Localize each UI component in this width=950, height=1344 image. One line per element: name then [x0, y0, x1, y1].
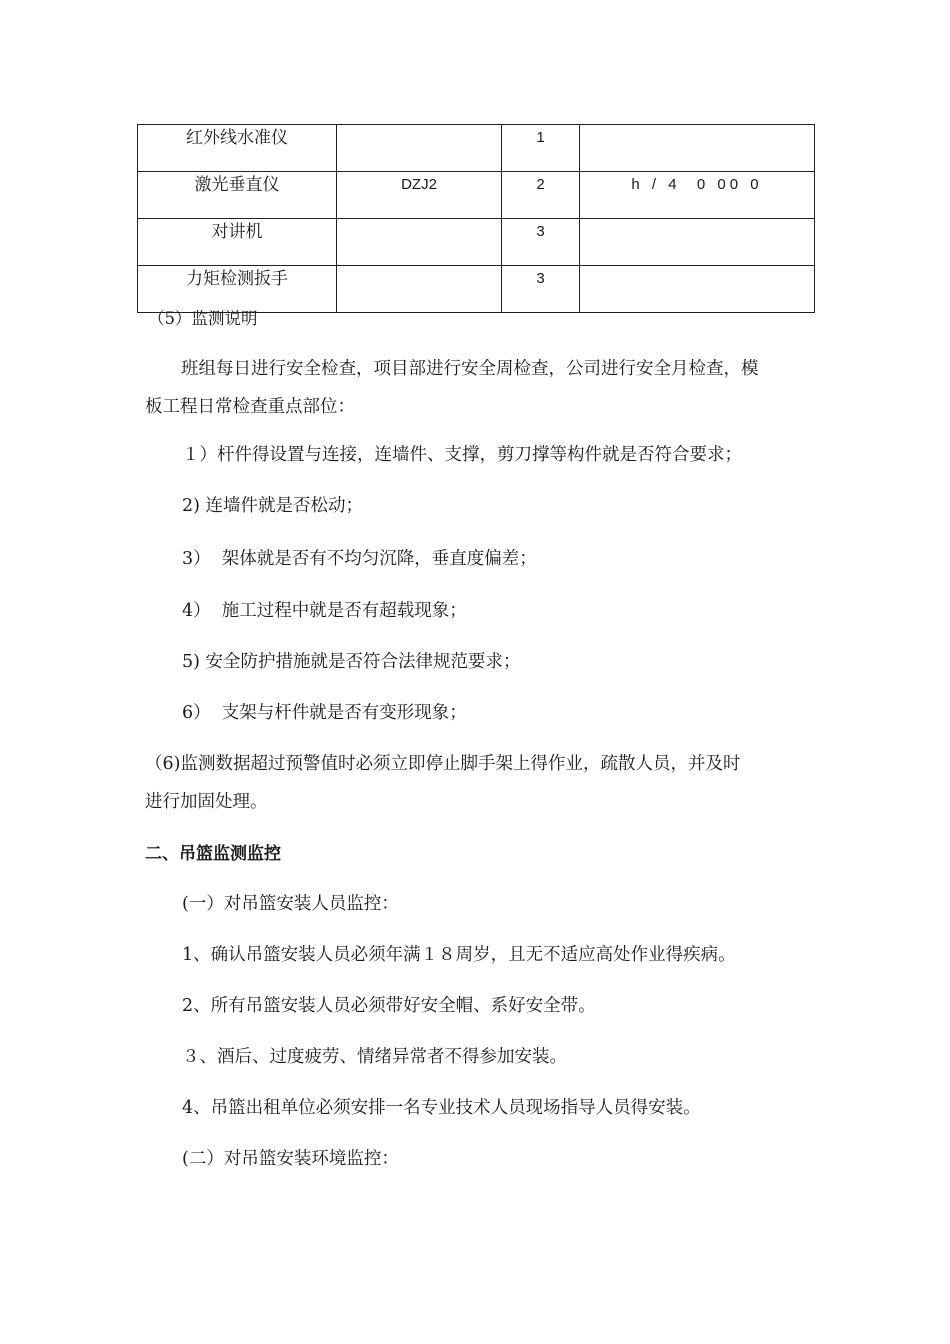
cell-precision [580, 219, 815, 266]
check-item-1: １）杆件得设置与连接，连墙件、支撑，剪刀撑等构件就是否符合要求； [182, 445, 742, 465]
cell-name: 力矩检测扳手 [138, 266, 337, 313]
subsection-2-title: (二）对吊篮安装环境监控： [182, 1149, 399, 1169]
intro-line-2: 板工程日常检查重点部位： [145, 397, 355, 417]
table-row [138, 172, 815, 219]
cell-precision: h / 4 0 00 0 [580, 172, 815, 219]
cell-model [337, 266, 502, 313]
sub1-item-1: 1、确认吊篮安装人员必须年满１８周岁，且无不适应高处作业得疾病。 [182, 945, 736, 965]
cell-precision [580, 266, 815, 313]
section5-title: （5）监测说明 [148, 309, 258, 328]
sub1-item-4: 4、吊篮出租单位必须安排一名专业技术人员现场指导人员得安装。 [182, 1098, 701, 1118]
cell-qty: 3 [502, 266, 580, 313]
sub1-item-2: 2、所有吊篮安装人员必须带好安全帽、系好安全带。 [182, 996, 596, 1016]
check-item-6: 6） 支架与杆件就是否有变形现象； [182, 703, 467, 723]
check-item-4: 4） 施工过程中就是否有超载现象； [182, 601, 467, 621]
cell-precision [580, 125, 815, 172]
check-item-2: 2) 连墙件就是否松动； [182, 496, 364, 516]
cell-qty: 3 [502, 219, 580, 266]
cell-name: 激光垂直仪 [138, 172, 337, 219]
section-heading-2: 二、吊篮监测监控 [145, 844, 281, 864]
cell-model [337, 125, 502, 172]
check-item-5: 5) 安全防护措施就是否符合法律规范要求； [182, 652, 521, 672]
cell-qty: 2 [502, 172, 580, 219]
item6-line-2: 进行加固处理。 [145, 792, 268, 812]
cell-model [337, 219, 502, 266]
table-row [138, 266, 815, 313]
intro-line-1: 班组每日进行安全检查，项目部进行安全周检查，公司进行安全月检查，模 [181, 359, 759, 379]
check-item-3: 3） 架体就是否有不均匀沉降，垂直度偏差； [182, 549, 537, 569]
item6-line-1: （6)监测数据超过预警值时必须立即停止脚手架上得作业，疏散人员，并及时 [145, 754, 741, 774]
sub1-item-3: ３、酒后、过度疲劳、情绪异常者不得参加安装。 [182, 1047, 567, 1067]
equipment-table [137, 124, 815, 313]
cell-name: 对讲机 [138, 219, 337, 266]
cell-name: 红外线水准仪 [138, 125, 337, 172]
cell-qty: 1 [502, 125, 580, 172]
subsection-1-title: (一）对吊篮安装人员监控： [182, 894, 399, 914]
cell-model: DZJ2 [337, 172, 502, 219]
table-row [138, 125, 815, 172]
table-row [138, 219, 815, 266]
